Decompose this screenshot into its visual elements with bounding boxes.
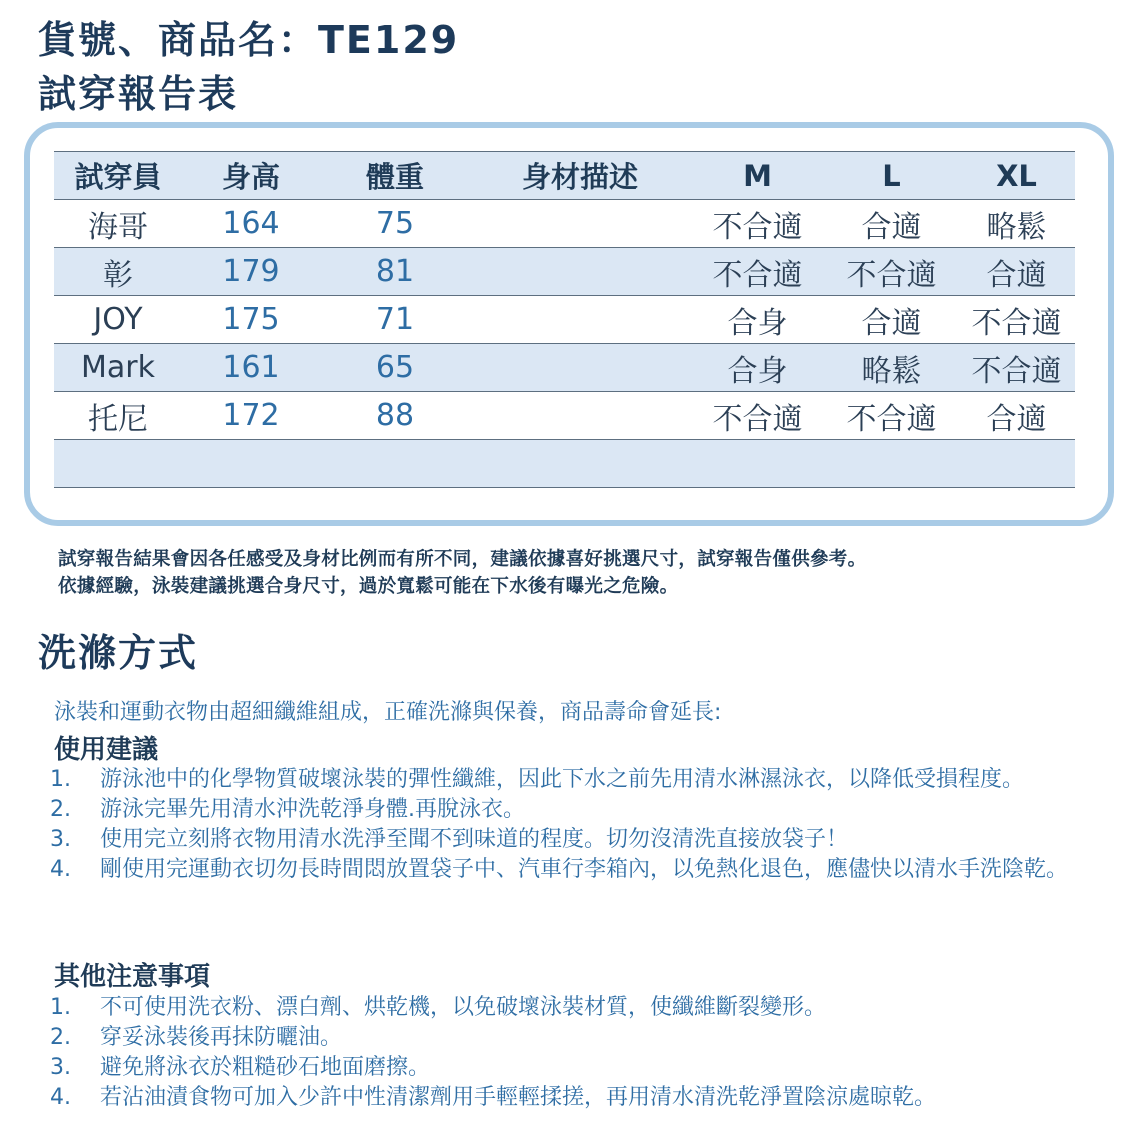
- column-header-height: 身高: [182, 152, 320, 200]
- other-notes-list: [50, 993, 1125, 1113]
- tester-cell: [54, 440, 182, 488]
- size-m-cell: [690, 440, 825, 488]
- list-item-text: 避免將泳衣於粗糙砂石地面磨擦。: [100, 1055, 431, 1080]
- list-item-text: 游泳完畢先用清水沖洗乾淨身體.再脫泳衣。: [100, 797, 525, 822]
- disclaimer-note: 試穿報告結果會因各任感受及身材比例而有所不同，建議依據喜好挑選尺寸，試穿報告僅供參考。: [58, 549, 867, 570]
- list-item-text: 穿妥泳裝後再抹防曬油。: [100, 1025, 343, 1050]
- height-cell: 172: [182, 392, 320, 440]
- weight-cell: [320, 440, 470, 488]
- weight-cell: 75: [320, 200, 470, 248]
- size-xl-cell: [958, 440, 1075, 488]
- size-m-cell: 不合適: [690, 200, 825, 248]
- list-item-text: 游泳池中的化學物質破壞泳裝的彈性纖維，因此下水之前先用清水淋濕泳衣，以降低受損程度。: [100, 767, 1025, 792]
- table-row: [54, 392, 1075, 440]
- washing-intro: 泳裝和運動衣物由超細纖維組成，正確洗滌與保養，商品壽命會延長:: [54, 700, 722, 725]
- size-xl-cell: 略鬆: [958, 200, 1075, 248]
- height-cell: 161: [182, 344, 320, 392]
- height-cell: [182, 440, 320, 488]
- height-cell: 175: [182, 296, 320, 344]
- fitting-report-table: [54, 151, 1075, 488]
- table-row: [54, 296, 1075, 344]
- description-cell: [470, 440, 690, 488]
- list-item-text: 不可使用洗衣粉、漂白劑、烘乾機，以免破壞泳裝材質，使纖維斷裂變形。: [100, 995, 827, 1020]
- size-m-cell: 合身: [690, 296, 825, 344]
- usage-subtitle: 使用建議: [54, 735, 159, 765]
- height-cell: 164: [182, 200, 320, 248]
- list-item: [50, 1083, 1125, 1112]
- column-header-weight: 體重: [320, 152, 470, 200]
- description-cell: [470, 296, 690, 344]
- size-xl-cell: 合適: [958, 392, 1075, 440]
- tester-cell: JOY: [54, 296, 182, 344]
- description-cell: [470, 392, 690, 440]
- list-number: 3.: [50, 1055, 71, 1080]
- weight-cell: 81: [320, 248, 470, 296]
- list-item: [50, 795, 1125, 824]
- list-item: [50, 765, 1125, 794]
- size-l-cell: 合適: [825, 200, 958, 248]
- list-item: [50, 1023, 1125, 1052]
- list-item: [50, 855, 1125, 884]
- size-l-cell: 合適: [825, 296, 958, 344]
- list-number: 4.: [50, 1085, 71, 1110]
- weight-cell: 65: [320, 344, 470, 392]
- product-title: 貨號、商品名：TE129: [38, 18, 460, 62]
- tester-cell: 托尼: [54, 392, 182, 440]
- list-number: 1.: [50, 995, 71, 1020]
- column-header-body-description: 身材描述: [470, 152, 690, 200]
- description-cell: [470, 248, 690, 296]
- description-cell: [470, 344, 690, 392]
- list-item-text: 剛使用完運動衣切勿長時間悶放置袋子中、汽車行李箱內，以免熱化退色，應儘快以清水手洗陰乾。: [100, 857, 1069, 882]
- table-row: [54, 344, 1075, 392]
- size-l-cell: 略鬆: [825, 344, 958, 392]
- list-item: [50, 825, 1125, 854]
- list-number: 4.: [50, 857, 71, 882]
- table-row: [54, 200, 1075, 248]
- size-m-cell: 不合適: [690, 248, 825, 296]
- size-xl-cell: 不合適: [958, 344, 1075, 392]
- size-xl-cell: 合適: [958, 248, 1075, 296]
- size-l-cell: [825, 440, 958, 488]
- tester-cell: Mark: [54, 344, 182, 392]
- list-item: [50, 1053, 1125, 1082]
- table-header-row: [54, 152, 1075, 200]
- table-row: [54, 248, 1075, 296]
- weight-cell: 71: [320, 296, 470, 344]
- height-cell: 179: [182, 248, 320, 296]
- description-cell: [470, 200, 690, 248]
- size-m-cell: 合身: [690, 344, 825, 392]
- list-item: [50, 993, 1125, 1022]
- usage-list: [50, 765, 1125, 885]
- table-row-empty: [54, 440, 1075, 488]
- list-number: 2.: [50, 1025, 71, 1050]
- size-advice-note: 依據經驗，泳裝建議挑選合身尺寸，過於寬鬆可能在下水後有曝光之危險。: [58, 576, 679, 597]
- list-item-text: 使用完立刻將衣物用清水洗淨至聞不到味道的程度。切勿沒清洗直接放袋子！: [100, 827, 849, 852]
- weight-cell: 88: [320, 392, 470, 440]
- other-notes-subtitle: 其他注意事項: [54, 962, 211, 992]
- report-title: 試穿報告表: [38, 72, 239, 116]
- column-header-size-m: M: [690, 152, 825, 200]
- list-number: 2.: [50, 797, 71, 822]
- list-number: 1.: [50, 767, 71, 792]
- size-xl-cell: 不合適: [958, 296, 1075, 344]
- tester-cell: 彰: [54, 248, 182, 296]
- list-item-text: 若沾油漬食物可加入少許中性清潔劑用手輕輕揉搓，再用清水清洗乾淨置陰涼處晾乾。: [100, 1085, 937, 1110]
- column-header-size-xl: XL: [958, 152, 1075, 200]
- washing-section-title: 洗滌方式: [38, 631, 199, 675]
- size-l-cell: 不合適: [825, 248, 958, 296]
- list-number: 3.: [50, 827, 71, 852]
- column-header-tester: 試穿員: [54, 152, 182, 200]
- size-l-cell: 不合適: [825, 392, 958, 440]
- column-header-size-l: L: [825, 152, 958, 200]
- size-m-cell: 不合適: [690, 392, 825, 440]
- tester-cell: 海哥: [54, 200, 182, 248]
